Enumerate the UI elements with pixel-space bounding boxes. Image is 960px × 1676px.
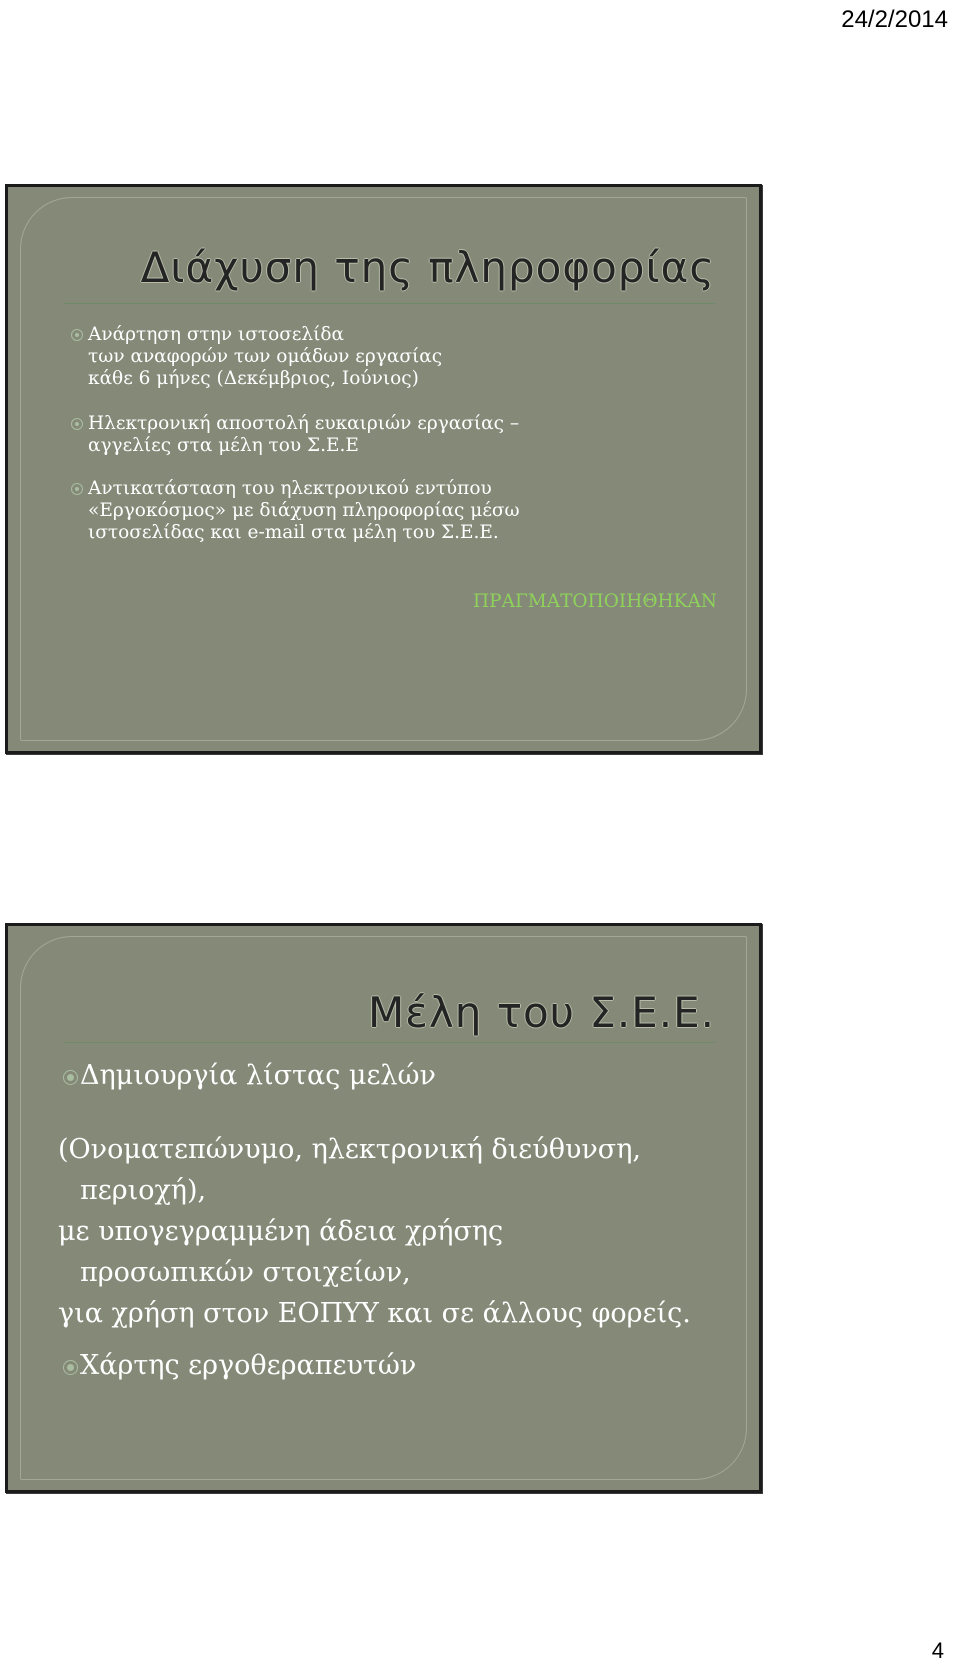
body-line: περιοχή), <box>80 1175 207 1206</box>
print-date: 24/2/2014 <box>841 6 948 33</box>
bullet-line: αγγελίες στα μέλη του Σ.Ε.Ε <box>88 435 359 456</box>
bullet-text: Δημιουργία λίστας μελών <box>80 1060 436 1091</box>
bullet-list <box>80 1060 740 1092</box>
list-item <box>86 478 726 544</box>
list-item <box>80 1060 740 1092</box>
bullet-line: ιστοσελίδας και e-mail στα μέλη του Σ.Ε.Ε. <box>88 522 499 543</box>
bullet-line: Ηλεκτρονική αποστολή ευκαιριών εργασίας – <box>88 413 520 434</box>
slide-members <box>5 923 762 1493</box>
bullet-line: «Εργοκόσμος» με διάχυση πληροφορίας μέσω <box>88 500 520 521</box>
body-line: προσωπικών στοιχείων, <box>80 1257 411 1288</box>
bullet-line: Αντικατάσταση του ηλεκτρονικού εντύπου <box>88 478 492 499</box>
bullet-line: Ανάρτηση στην ιστοσελίδα <box>88 324 345 345</box>
list-item <box>86 324 726 390</box>
title-divider <box>63 1042 715 1043</box>
body-line: για χρήση στον ΕΟΠΥΥ και σε άλλους φορείς. <box>58 1298 691 1329</box>
bullet-list <box>80 1350 740 1382</box>
circle-bullet-icon <box>63 1070 78 1085</box>
bullet-list <box>86 324 726 567</box>
bullet-line: των αναφορών των ομάδων εργασίας <box>88 346 443 367</box>
list-item <box>86 413 726 457</box>
status-note: ΠΡΑΓΜΑΤΟΠΟΙΗΘΗΚΑΝ <box>473 591 717 612</box>
title-divider <box>63 303 715 304</box>
bullet-line: κάθε 6 μήνες (Δεκέμβριος, Ιούνιος) <box>88 368 419 389</box>
body-line: με υπογεγραμμένη άδεια χρήσης <box>58 1216 504 1247</box>
body-line: (Ονοματεπώνυμο, ηλεκτρονική διεύθυνση, <box>58 1134 641 1165</box>
circle-bullet-icon <box>63 1360 78 1375</box>
circle-bullet-icon <box>71 418 83 430</box>
circle-bullet-icon <box>71 329 83 341</box>
page-number: 4 <box>931 1638 944 1663</box>
list-item <box>80 1350 740 1382</box>
circle-bullet-icon <box>71 483 83 495</box>
slide-title: Διάχυση της πληροφορίας <box>140 243 715 292</box>
body-paragraph <box>58 1129 738 1334</box>
bullet-text: Χάρτης εργοθεραπευτών <box>80 1350 417 1381</box>
slide-title: Μέλη του Σ.Ε.Ε. <box>367 988 715 1037</box>
slide-dissemination <box>5 184 762 754</box>
